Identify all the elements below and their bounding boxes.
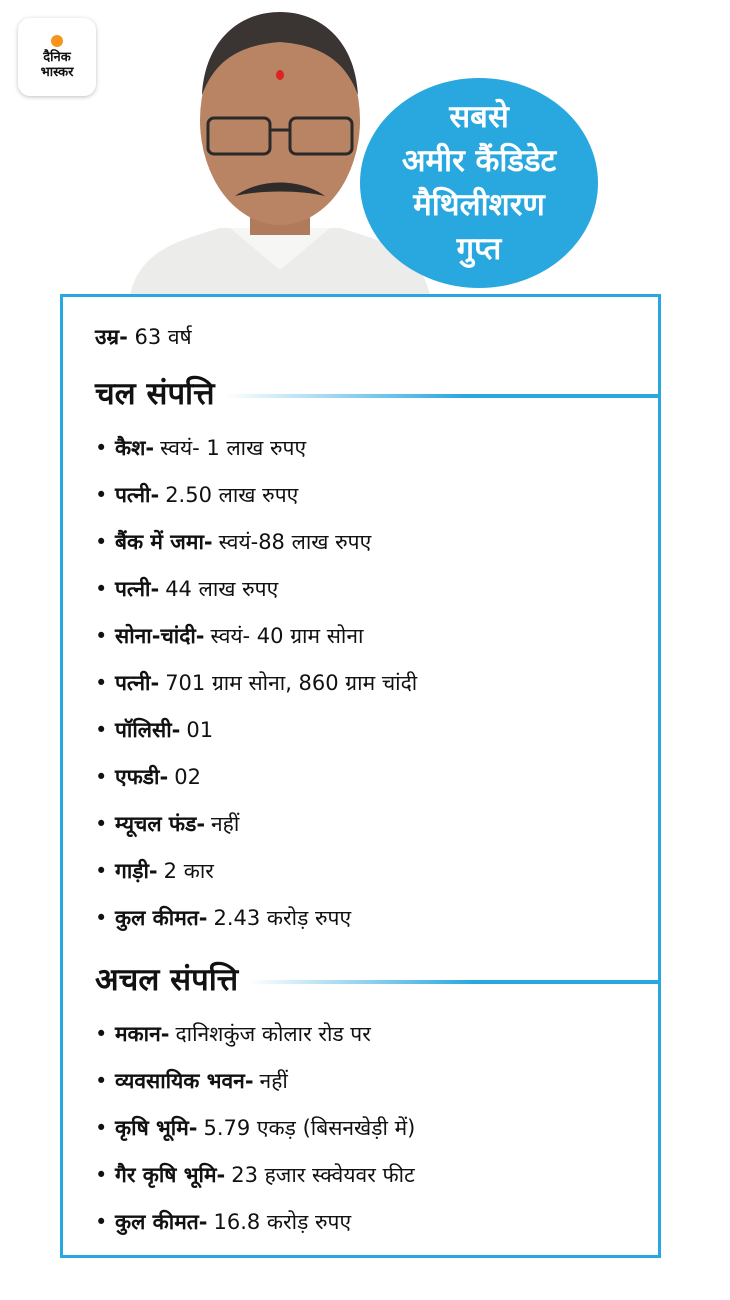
item-label: गाड़ी-: [115, 858, 158, 883]
item-label: मकान-: [115, 1021, 170, 1046]
item-value: 2 कार: [163, 858, 214, 883]
bullet-icon: •: [95, 1209, 108, 1234]
list-item: [95, 800, 648, 847]
bullet-icon: •: [95, 1068, 108, 1093]
item-value: स्वयं-88 लाख रुपए: [218, 529, 372, 554]
item-label: पत्नी-: [115, 482, 160, 507]
movable-assets-heading: [95, 369, 658, 417]
bullet-icon: •: [95, 435, 108, 460]
age-value: 63 वर्ष: [134, 325, 192, 349]
richest-candidate-callout: [360, 78, 598, 288]
list-item: [95, 659, 648, 706]
list-item: [95, 1198, 648, 1245]
item-value: 16.8 करोड़ रुपए: [213, 1209, 352, 1234]
list-item: [95, 894, 648, 941]
age-row: [95, 323, 192, 351]
bullet-icon: •: [95, 764, 108, 789]
logo-line-1: दैनिक: [43, 49, 71, 65]
logo-line-2: भास्कर: [40, 64, 74, 80]
bullet-icon: •: [95, 1115, 108, 1140]
item-value: स्वयं- 40 ग्राम सोना: [210, 623, 364, 648]
item-label: सोना-चांदी-: [115, 623, 205, 648]
list-item: [95, 706, 648, 753]
item-label: कुल कीमत-: [115, 905, 208, 930]
item-label: कृषि भूमि-: [115, 1115, 198, 1140]
item-label: पत्नी-: [115, 670, 160, 695]
list-item: [95, 424, 648, 471]
asset-card: [60, 294, 661, 1258]
item-label: कुल कीमत-: [115, 1209, 208, 1234]
list-item: [95, 1104, 648, 1151]
list-item: [95, 565, 648, 612]
item-value: 23 हजार स्क्वेयवर फीट: [231, 1162, 415, 1187]
movable-assets-title: चल संपत्ति: [95, 376, 215, 412]
dainik-bhaskar-logo: [18, 18, 96, 96]
bullet-icon: •: [95, 623, 108, 648]
bullet-icon: •: [95, 811, 108, 836]
item-value: 2.50 लाख रुपए: [165, 482, 299, 507]
list-item: [95, 1151, 648, 1198]
item-value: नहीं: [259, 1068, 288, 1093]
item-value: दानिशकुंज कोलार रोड पर: [175, 1021, 371, 1046]
bullet-icon: •: [95, 529, 108, 554]
bullet-icon: •: [95, 576, 108, 601]
item-value: नहीं: [211, 811, 240, 836]
bullet-icon: •: [95, 1162, 108, 1187]
item-value: 02: [174, 764, 201, 789]
item-label: बैंक में जमा-: [115, 529, 213, 554]
item-value: स्वयं- 1 लाख रुपए: [160, 435, 307, 460]
callout-line-4: गुप्त: [456, 231, 502, 267]
item-label: पत्नी-: [115, 576, 160, 601]
bullet-icon: •: [95, 717, 108, 742]
bullet-icon: •: [95, 905, 108, 930]
bullet-icon: •: [95, 670, 108, 695]
list-item: [95, 753, 648, 800]
list-item: [95, 471, 648, 518]
list-item: [95, 612, 648, 659]
list-item: [95, 518, 648, 565]
bullet-icon: •: [95, 482, 108, 507]
callout-line-3: मैथिलीशरण: [413, 187, 545, 223]
item-label: कैश-: [115, 435, 155, 460]
callout-line-2: अमीर कैंडिडेट: [401, 143, 557, 179]
bullet-icon: •: [95, 1021, 108, 1046]
immovable-assets-list: [95, 1010, 648, 1245]
immovable-assets-title: अचल संपत्ति: [95, 962, 239, 998]
bullet-icon: •: [95, 858, 108, 883]
callout-line-1: सबसे: [449, 99, 509, 135]
item-label: व्यवसायिक भवन-: [115, 1068, 254, 1093]
item-value: 01: [186, 717, 214, 742]
item-value: 2.43 करोड़ रुपए: [213, 905, 352, 930]
item-label: पॉलिसी-: [115, 717, 181, 742]
heading-divider: [225, 394, 658, 398]
list-item: [95, 1010, 648, 1057]
item-label: एफडी-: [115, 764, 169, 789]
immovable-assets-heading: [95, 955, 658, 1003]
item-value: 701 ग्राम सोना, 860 ग्राम चांदी: [165, 670, 418, 695]
item-value: 44 लाख रुपए: [165, 576, 279, 601]
list-item: [95, 1057, 648, 1104]
heading-divider: [248, 980, 658, 984]
movable-assets-list: [95, 424, 648, 941]
list-item: [95, 847, 648, 894]
item-label: म्यूचल फंड-: [115, 811, 206, 836]
age-label: उम्र-: [95, 325, 128, 349]
item-value: 5.79 एकड़ (बिसनखेड़ी में): [203, 1115, 416, 1140]
sun-dot-icon: [51, 35, 63, 47]
item-label: गैर कृषि भूमि-: [115, 1162, 226, 1187]
